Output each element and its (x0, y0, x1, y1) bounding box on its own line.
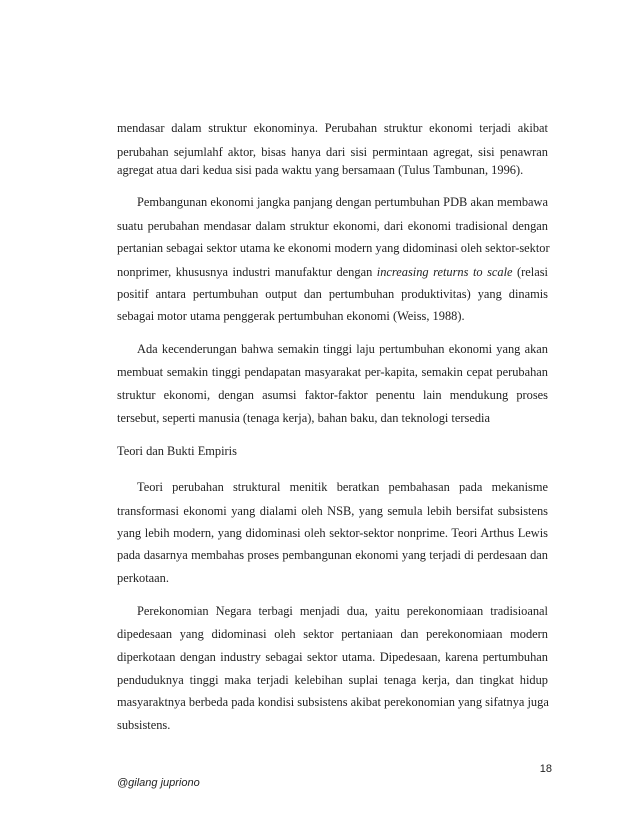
text-line: Teori perubahan struktural menitik beratkan pembahasan pada mekanisme (137, 480, 548, 494)
footer-author: @gilang jupriono (117, 777, 200, 789)
text-line: transformasi ekonomi yang dialami oleh NSB, yang semula lebih bersifat subsistens (117, 504, 548, 518)
text-line: perubahan sejumlahf aktor, bisas hanya dari sisi permintaan agregat, sisi penawran (117, 145, 548, 159)
text-line: Pembangunan ekonomi jangka panjang dengan pertumbuhan PDB akan membawa (137, 195, 548, 209)
text-line: tersebut, seperti manusia (tenaga kerja), bahan baku, dan teknologi tersedia (117, 411, 490, 425)
section-heading: Teori dan Bukti Empiris (117, 444, 237, 458)
text-line: sebagai motor utama penggerak pertumbuhan ekonomi (Weiss, 1988). (117, 309, 465, 323)
text-line: Ada kecenderungan bahwa semakin tinggi laju pertumbuhan ekonomi yang akan (137, 342, 548, 356)
text-line: dipedesaan yang didominasi oleh sektor pertaniaan dan perekonomiaan modern (117, 627, 548, 641)
text-span: (relasi (512, 265, 549, 279)
text-span: nonprimer, khususnya industri manufaktur dengan (117, 265, 377, 279)
text-line: penduduknya tinggi maka terjadi kelebihan suplai tenaga kerja, dan tingkat hidup (117, 673, 548, 687)
text-line: struktur ekonomi, dengan asumsi faktor-faktor penentu lain mendukung proses (117, 388, 548, 402)
text-line (117, 264, 548, 280)
text-line: positif antara pertumbuhan output dan pertumbuhan produktivitas) yang dinamis (117, 287, 548, 301)
text-line: pada dasarnya membahas proses pembangunan ekonomi yang terjadi di perdesaan dan (117, 548, 548, 562)
text-line: diperkotaan dengan industry sebagai sektor utama. Dipedesaan, karena pertumbuhan (117, 650, 548, 664)
text-line: membuat semakin tinggi pendapatan masyarakat per-kapita, semakin cepat perubahan (117, 365, 548, 379)
text-line: agregat atua dari kedua sisi pada waktu yang bersamaan (Tulus Tambunan, 1996). (117, 163, 524, 177)
text-line: pertanian sebagai sektor utama ke ekonomi modern yang didominasi oleh sektor-sektor (117, 241, 550, 255)
text-line: subsistens. (117, 718, 171, 732)
italic-term: increasing returns to scale (376, 265, 513, 279)
text-line: masyaraktnya berbeda pada kondisi subsistens akibat perekonomian yang sifatnya juga (117, 695, 549, 709)
text-line: yang lebih modern, yang didominasi oleh sektor-sektor nonprime. Teori Arthus Lewis (117, 526, 548, 540)
text-line: Perekonomian Negara terbagi menjadi dua, yaitu perekonomiaan tradisioanal (137, 604, 548, 618)
page-number: 18 (539, 763, 552, 775)
text-line: perkotaan. (117, 571, 169, 585)
text-line: mendasar dalam struktur ekonominya. Perubahan struktur ekonomi terjadi akibat (117, 121, 548, 135)
text-line: suatu perubahan mendasar dalam struktur ekonomi, dari ekonomi tradisional dengan (117, 219, 548, 233)
